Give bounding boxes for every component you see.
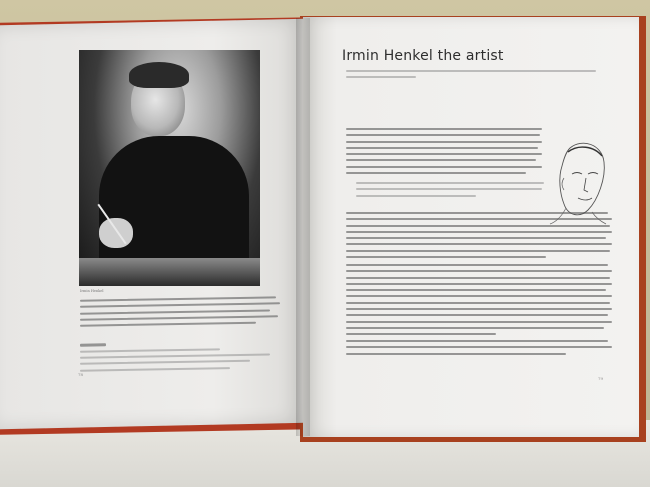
- photo-figure-hand: [99, 218, 133, 248]
- left-page-paragraph: [80, 296, 280, 331]
- artist-photograph: [79, 50, 260, 286]
- photo-caption: Irmin Henkel: [80, 289, 104, 293]
- right-page-paragraph-3: [346, 264, 614, 340]
- book-gutter: [296, 18, 310, 436]
- photo-figure-hair: [129, 62, 189, 88]
- portrait-sketch: [548, 138, 608, 226]
- left-page-notes: [80, 340, 280, 375]
- right-page-paragraph-4: [346, 340, 614, 359]
- left-page-number: 78: [78, 372, 84, 377]
- right-page-paragraph-1: [346, 128, 542, 178]
- chapter-title: Irmin Henkel the artist: [342, 48, 504, 64]
- photo-palette: [79, 258, 260, 286]
- right-page-number: 79: [598, 376, 604, 381]
- right-page-blockquote: [356, 182, 546, 201]
- chapter-epigraph: [346, 70, 606, 83]
